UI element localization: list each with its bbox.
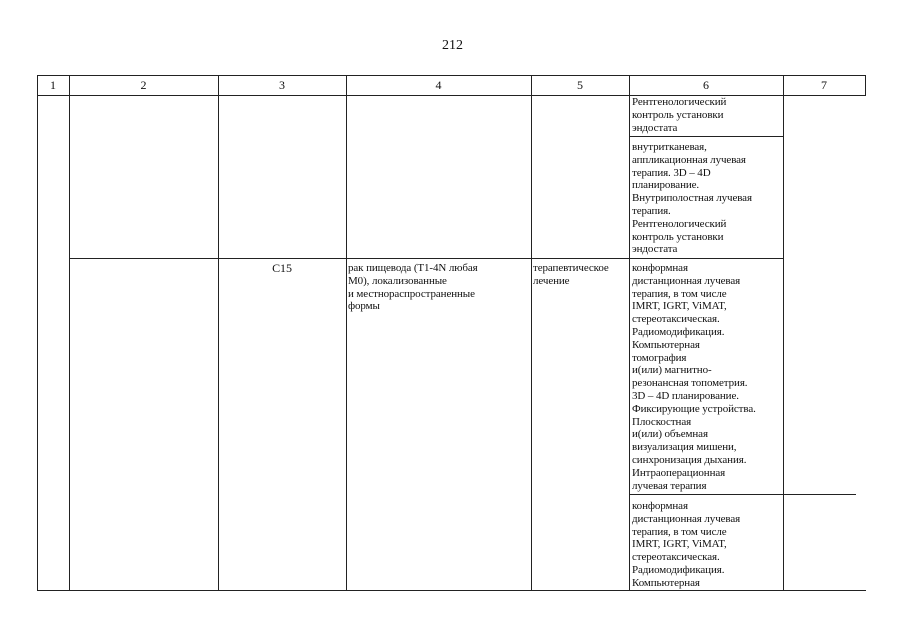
method-cell: конформная дистанционная лучевая терапия, в том числе IMRT, IGRT, ViMAT, стереотаксическая. Радиомодификация. Компьютерная томография и(или) магнитно- резонансная топометрия. 3D – 4D планирование. Фиксирующие устройства. Плоскостная и(или) объемная визуализация мишени, синхронизация дыхания. Интраоперационная лучевая терапия — [632, 262, 756, 492]
method-separator-2 — [630, 494, 856, 495]
page-number: 212 — [442, 38, 463, 53]
table-top-border — [37, 75, 866, 76]
col-divider-1 — [69, 75, 70, 591]
col-divider-2 — [218, 75, 219, 591]
header-cell: 3 — [279, 78, 285, 92]
method-cell: внутритканевая, аппликационная лучевая терапия. 3D – 4D планирование. Внутриполостная лучевая терапия. Рентгенологический контроль установки эндостата — [632, 141, 752, 256]
header-cell: 1 — [50, 78, 56, 92]
header-cell: 5 — [577, 78, 583, 92]
table-bottom-border — [37, 590, 866, 591]
method-separator-1 — [630, 136, 783, 137]
header-cell: 6 — [703, 78, 709, 92]
description-cell: рак пищевода (T1-4N любая M0), локализованные и местнораспространенные формы — [348, 262, 478, 313]
col-divider-5 — [629, 75, 630, 591]
method-cell: конформная дистанционная лучевая терапия, в том числе IMRT, IGRT, ViMAT, стереотаксическая. Радиомодификация. Компьютерная — [632, 500, 741, 589]
method-cell: Рентгенологический контроль установки эндостата — [632, 96, 727, 134]
code-cell: C15 — [272, 261, 292, 275]
row-separator — [70, 258, 783, 259]
col-divider-3 — [346, 75, 347, 591]
col-divider-4 — [531, 75, 532, 591]
treatment-cell: терапевтическое лечение — [533, 262, 609, 287]
header-cell: 2 — [140, 78, 147, 92]
header-cell: 7 — [821, 78, 827, 92]
table-left-border — [37, 75, 38, 591]
header-cell: 4 — [435, 78, 442, 92]
table-right-border — [865, 75, 866, 95]
